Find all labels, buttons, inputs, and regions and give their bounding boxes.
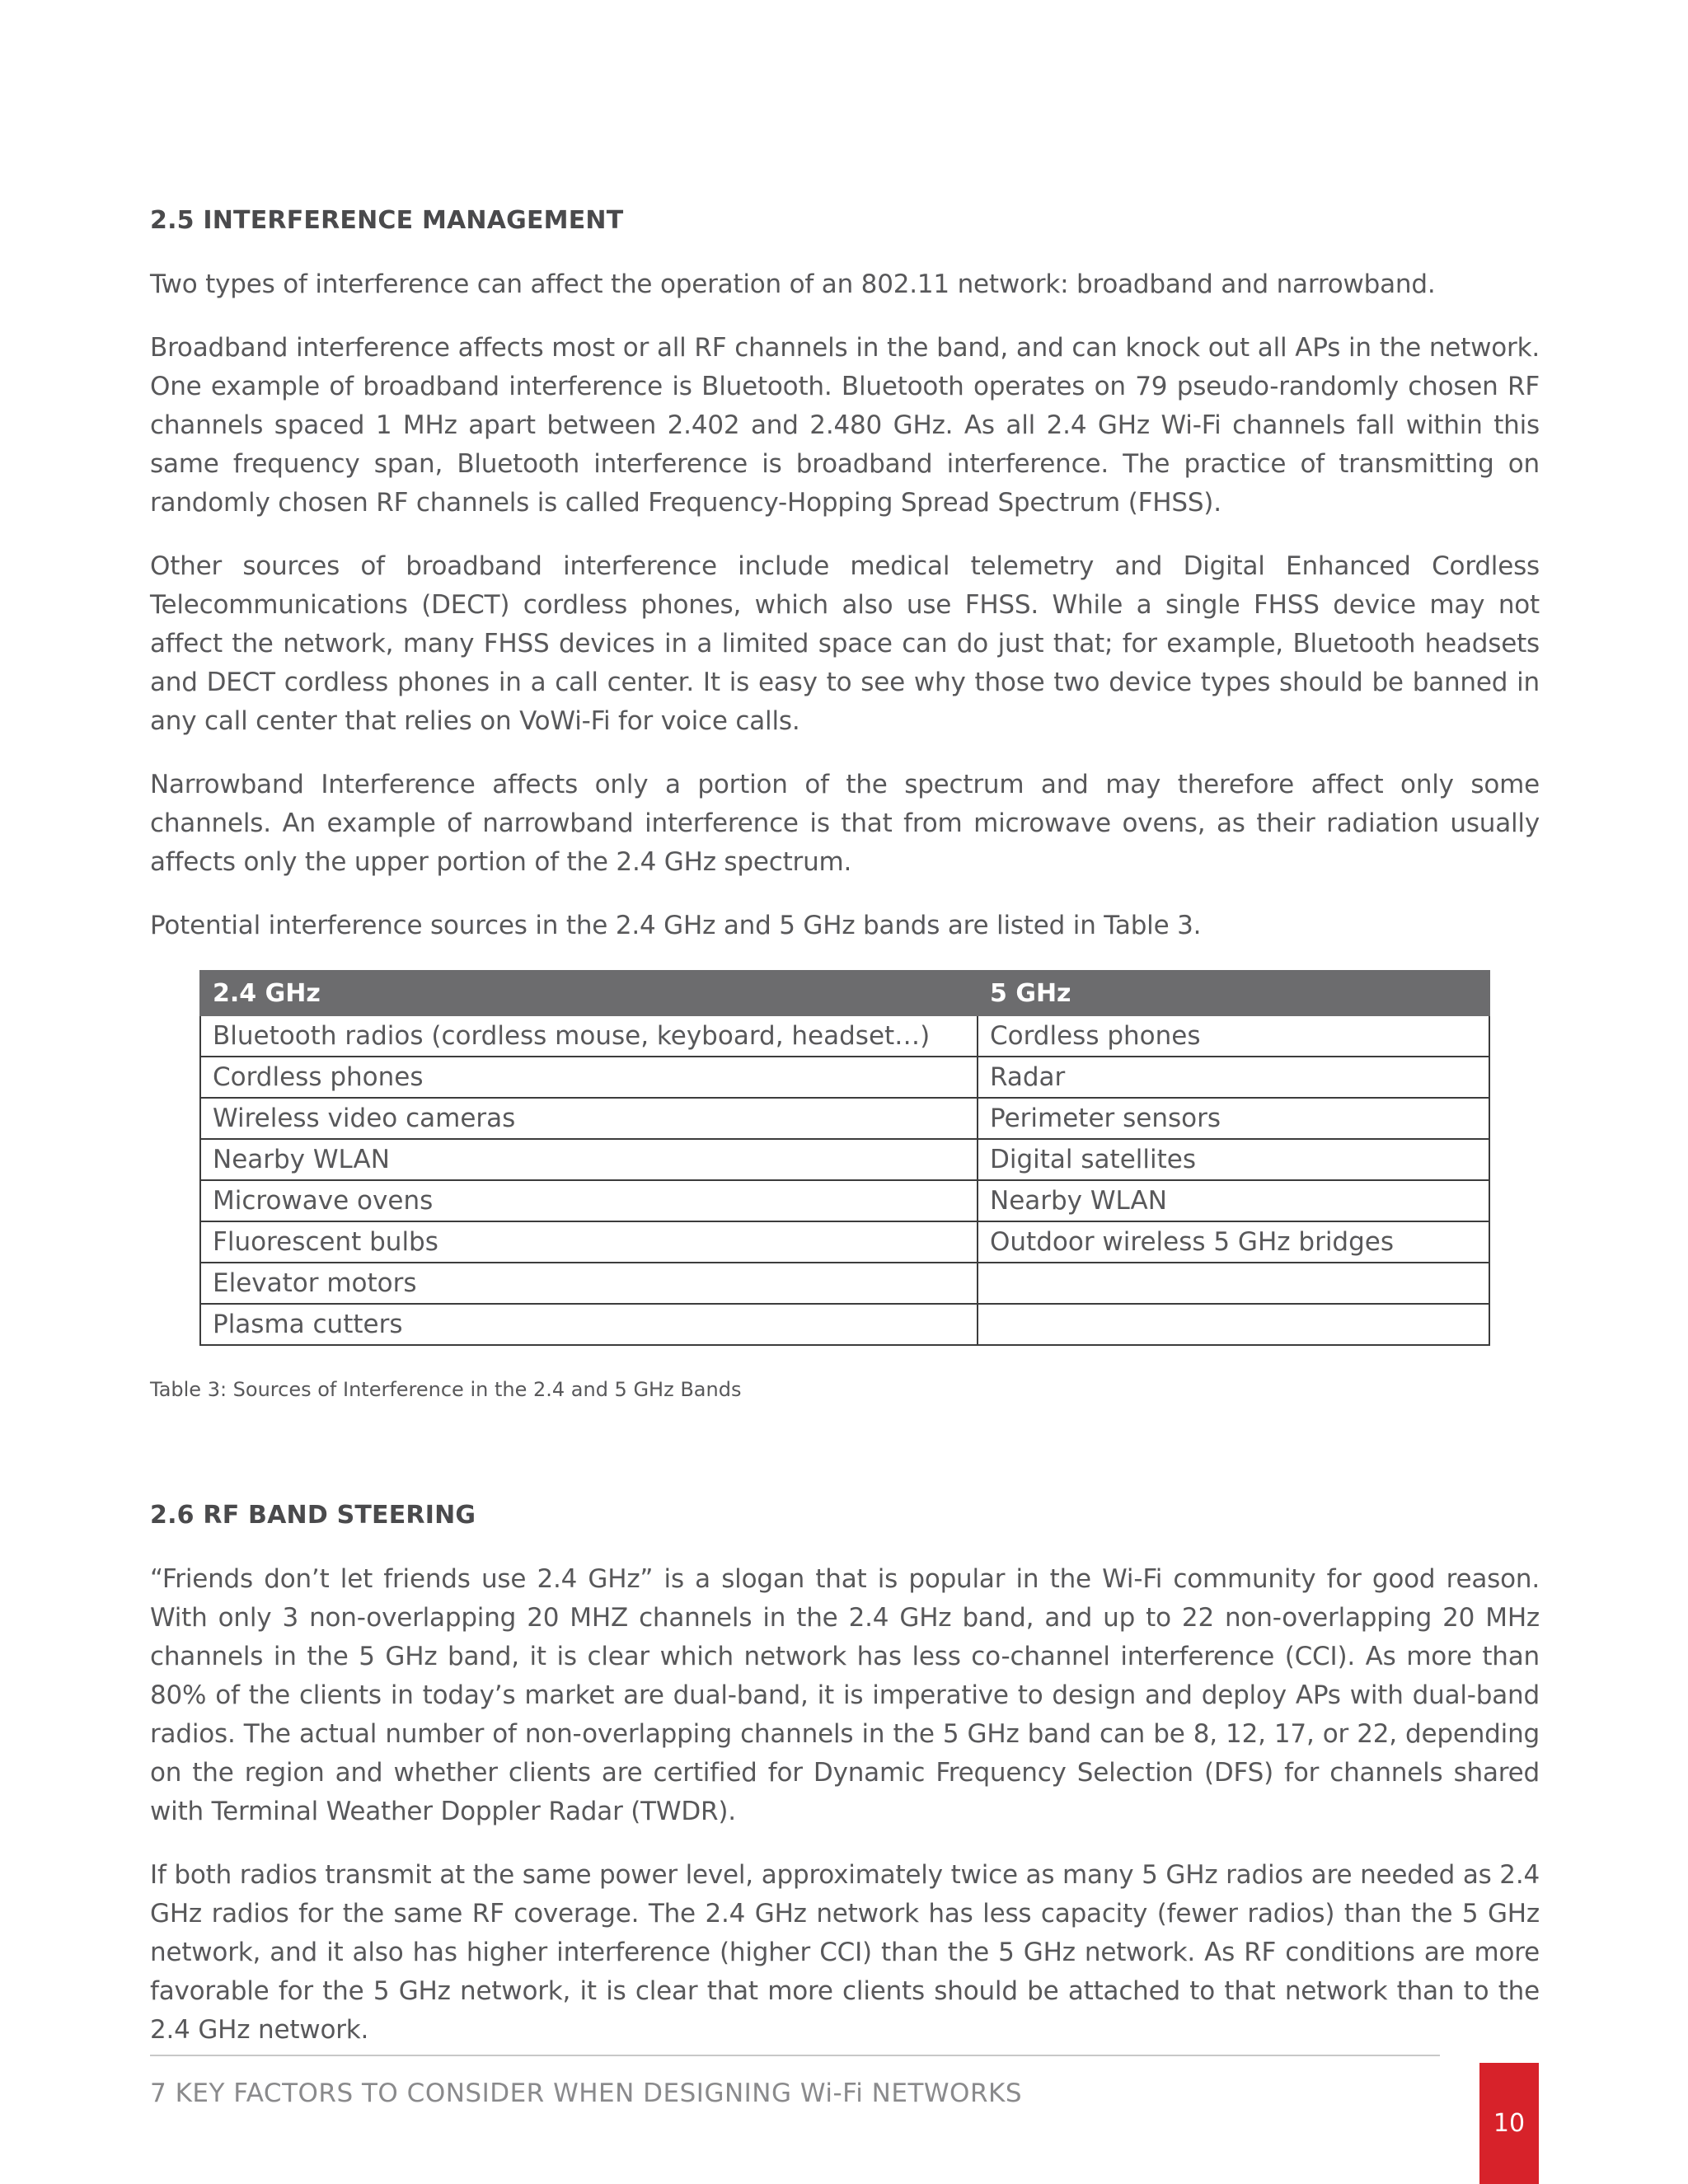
table-cell: Plasma cutters [200,1304,978,1345]
paragraph: Narrowband Interference affects only a portion of the spectrum and may therefore affect only some channels. An example of narrowband interference is that from microwave ovens, as their radiation usually affects only the upper portion of the 2.4 GHz spectrum. [150,770,1540,877]
page-number: 10 [1493,2109,1526,2138]
table-cell [978,1263,1489,1304]
section-heading: 2.5 INTERFERENCE MANAGEMENT [150,206,624,235]
table-row [200,1057,1489,1098]
paragraph: If both radios transmit at the same power level, approximately twice as many 5 GHz radios are needed as 2.4 GHz radios for the same RF coverage. The 2.4 GHz network has less capacity (fewer radios) than the 5 GHz network, and it also has higher interference (higher CCI) than the 5 GHz network. As RF conditions are more favorable for the 5 GHz network, it is clear that more clients should be attached to that network than to the 2.4 GHz network. [150,1860,1540,2045]
table-cell: Cordless phones [200,1057,978,1098]
table-cell: Fluorescent bulbs [200,1221,978,1263]
paragraph: Two types of interference can affect the operation of an 802.11 network: broadband and narrowband. [150,269,1436,299]
paragraph: Potential interference sources in the 2.4 GHz and 5 GHz bands are listed in Table 3. [150,911,1202,940]
table-row [200,1015,1489,1057]
column-header: 2.4 GHz [200,971,978,1015]
table-cell: Digital satellites [978,1139,1489,1180]
table-cell: Wireless video cameras [200,1098,978,1139]
column-header: 5 GHz [978,971,1489,1015]
footer-document-title: 7 KEY FACTORS TO CONSIDER WHEN DESIGNING Wi-Fi NETWORKS [150,2079,1022,2108]
page-number-badge [1479,2063,1539,2184]
table-cell [978,1304,1489,1345]
table-cell: Nearby WLAN [978,1180,1489,1221]
table-cell: Radar [978,1057,1489,1098]
interference-sources-table [199,970,1490,1346]
section-heading: 2.6 RF BAND STEERING [150,1501,476,1530]
table-cell: Nearby WLAN [200,1139,978,1180]
table-cell: Elevator motors [200,1263,978,1304]
table-row [200,1221,1489,1263]
section-rf-band-steering [150,1499,1540,2050]
table-row [200,1180,1489,1221]
page-content [150,204,1540,2074]
table-header-row [200,971,1489,1015]
table-cell: Perimeter sensors [978,1098,1489,1139]
table-cell: Microwave ovens [200,1180,978,1221]
section-interference-management [150,204,1540,1404]
table-row [200,1263,1489,1304]
footer-divider [150,2055,1440,2056]
table-cell: Outdoor wireless 5 GHz bridges [978,1221,1489,1263]
table-row [200,1139,1489,1180]
paragraph: “Friends don’t let friends use 2.4 GHz” is a slogan that is popular in the Wi-Fi community for good reason. With only 3 non-overlapping 20 MHZ channels in the 2.4 GHz band, and up to 22 non-overlapping 20 MHz channels in the 5 GHz band, it is clear which network has less co-channel interference (CCI). As more than 80% of the clients in today’s market are dual-band, it is imperative to design and deploy APs with dual-band radios. The actual number of non-overlapping channels in the 5 GHz band can be 8, 12, 17, or 22, depending on the region and whether clients are certified for Dynamic Frequency Selection (DFS) for channels shared with Terminal Weather Doppler Radar (TWDR). [150,1564,1540,1826]
paragraph: Other sources of broadband interference include medical telemetry and Digital Enhanced Cordless Telecommunications (DECT) cordless phones, which also use FHSS. While a single FHSS device may not affect the network, many FHSS devices in a limited space can do just that; for example, Bluetooth headsets and DECT cordless phones in a call center. It is easy to see why those two device types should be banned in any call center that relies on VoWi-Fi for voice calls. [150,551,1540,736]
table-caption: Table 3: Sources of Interference in the 2.4 and 5 GHz Bands [150,1378,742,1401]
table-row [200,1304,1489,1345]
table-row [200,1098,1489,1139]
table-cell: Bluetooth radios (cordless mouse, keyboard, headset…) [200,1015,978,1057]
paragraph: Broadband interference affects most or all RF channels in the band, and can knock out all APs in the network. One example of broadband interference is Bluetooth. Bluetooth operates on 79 pseudo-randomly chosen RF channels spaced 1 MHz apart between 2.402 and 2.480 GHz. As all 2.4 GHz Wi-Fi channels fall within this same frequency span, Bluetooth interference is broadband interference. The practice of transmitting on randomly chosen RF channels is called Frequency-Hopping Spread Spectrum (FHSS). [150,333,1540,518]
table-cell: Cordless phones [978,1015,1489,1057]
